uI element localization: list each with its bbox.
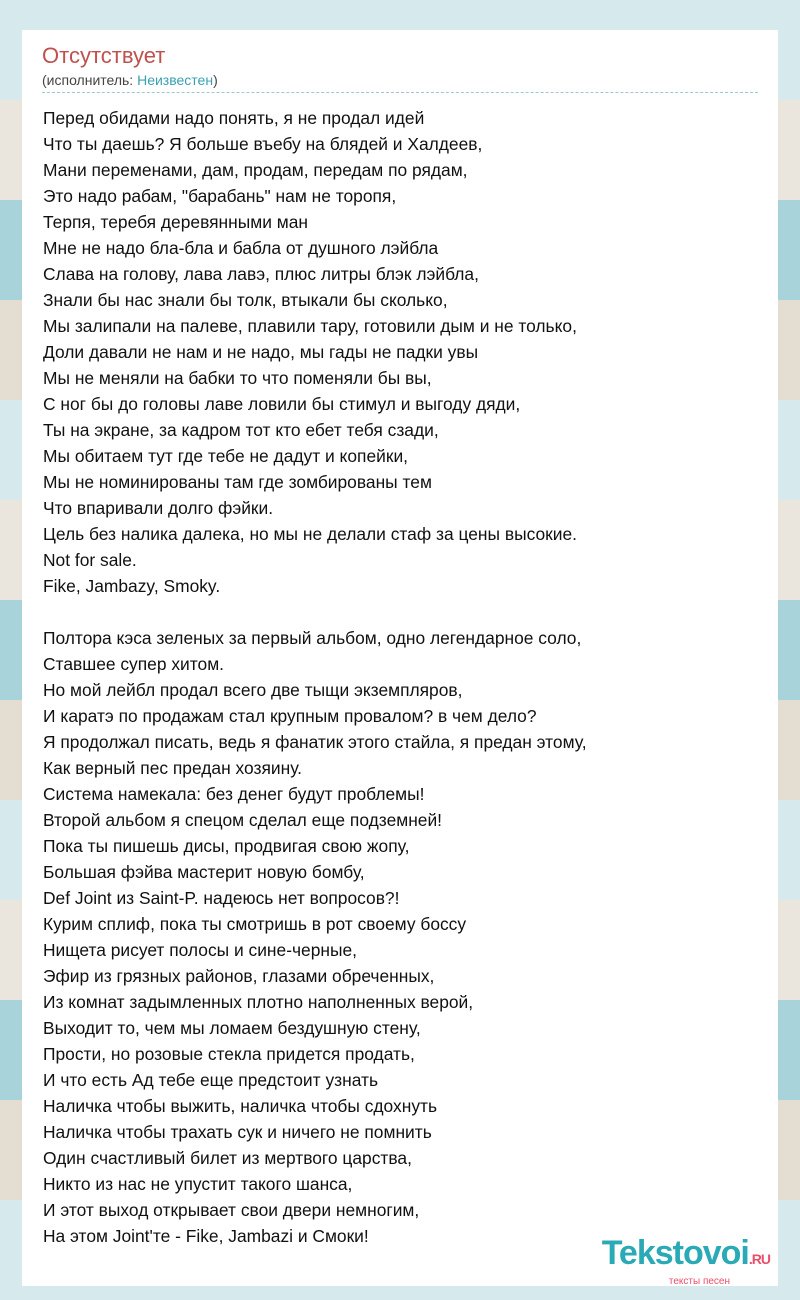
site-logo[interactable] — [602, 1236, 770, 1288]
lyric-line: Мы не номинированы там где зомбированы тем — [43, 472, 432, 492]
lyric-line: Система намекала: без денег будут проблемы! — [43, 784, 425, 804]
logo-tagline: тексты песен — [668, 1276, 730, 1287]
lyric-line: Нищета рисует полосы и сине-черные, — [43, 940, 358, 960]
lyric-line: Мы обитаем тут где тебе не дадут и копейки, — [43, 446, 408, 466]
lyric-line: Это надо рабам, "барабань" нам не торопя, — [43, 186, 397, 206]
lyric-line: Слава на голову, лава лавэ, плюс литры блэк лэйбла, — [43, 264, 479, 284]
lyric-line: Not for sale. — [43, 550, 137, 570]
lyric-line: Пока ты пишешь дисы, продвигая свою жопу, — [43, 836, 410, 856]
lyric-line: Знали бы нас знали бы толк, втыкали бы сколько, — [43, 290, 448, 310]
lyric-line: Большая фэйва мастерит новую бомбу, — [43, 862, 365, 882]
artist-line — [42, 70, 758, 90]
lyric-line: Но мой лейбл продал всего две тыщи экземпляров, — [43, 680, 463, 700]
lyrics-card — [22, 30, 778, 1286]
lyric-line: Полтора кэса зеленых за первый альбом, одно легендарное соло, — [43, 628, 582, 648]
song-title: Отсутствует — [42, 43, 166, 68]
lyric-line — [43, 599, 763, 625]
lyric-line: Мы залипали на палеве, плавили тару, готовили дым и не только, — [43, 316, 577, 336]
lyric-line: Цель без налика далека, но мы не делали стаф за цены высокие. — [43, 524, 577, 544]
lyric-line: Мне не надо бла-бла и бабла от душного лэйбла — [43, 238, 439, 258]
lyric-line: Второй альбом я спецом сделал еще подземней! — [43, 810, 443, 830]
lyric-line: Один счастливый билет из мертвого царства, — [43, 1148, 412, 1168]
artist-suffix: ) — [213, 72, 218, 88]
lyric-line: Прости, но розовые стекла придется продать, — [43, 1044, 415, 1064]
lyric-line: С ног бы до головы лаве ловили бы стимул и выгоду дяди, — [43, 394, 521, 414]
lyric-line: Ты на экране, за кадром тот кто ебет тебя сзади, — [43, 420, 439, 440]
lyric-line: И этот выход открывает свои двери немногим, — [43, 1200, 420, 1220]
lyric-line: Выходит то, чем мы ломаем бездушную стену, — [43, 1018, 421, 1038]
lyrics-text — [43, 105, 763, 1249]
artist-link[interactable]: Неизвестен — [137, 72, 214, 88]
lyric-line: Def Joint из Saint-P. надеюсь нет вопросов?! — [43, 888, 400, 908]
lyric-line: Терпя, теребя деревянными ман — [43, 212, 308, 232]
lyric-line: Что впаривали долго фэйки. — [43, 498, 274, 518]
lyric-line: Fike, Jambazy, Smoky. — [43, 576, 221, 596]
lyric-line: Ставшее супер хитом. — [43, 654, 224, 674]
logo-wordmark — [602, 1236, 770, 1276]
lyric-line: Что ты даешь? Я больше въебу на блядей и Халдеев, — [43, 134, 483, 154]
lyric-line: Наличка чтобы трахать сук и ничего не помнить — [43, 1122, 432, 1142]
artist-prefix: (исполнитель: — [42, 72, 138, 88]
lyric-line: Курим сплиф, пока ты смотришь в рот своему боссу — [43, 914, 467, 934]
logo-name: Tekstovoi — [601, 1234, 749, 1272]
lyric-line: На этом Joint'те - Fike, Jambazi и Смоки! — [43, 1226, 369, 1246]
song-header — [42, 42, 758, 90]
lyric-line: Как верный пес предан хозяину. — [43, 758, 302, 778]
header-divider — [42, 92, 758, 93]
lyric-line: Перед обидами надо понять, я не продал идей — [43, 108, 425, 128]
logo-tld: .RU — [748, 1251, 770, 1267]
lyric-line: Мы не меняли на бабки то что поменяли бы вы, — [43, 368, 432, 388]
lyric-line: И каратэ по продажам стал крупным провалом? в чем дело? — [43, 706, 537, 726]
lyric-line: Мани переменами, дам, продам, передам по рядам, — [43, 160, 468, 180]
lyric-line: И что есть Ад тебе еще предстоит узнать — [43, 1070, 379, 1090]
lyric-line: Доли давали не нам и не надо, мы гады не падки увы — [43, 342, 479, 362]
lyric-line: Я продолжал писать, ведь я фанатик этого стайла, я предан этому, — [43, 732, 587, 752]
lyric-line: Из комнат задымленных плотно наполненных верой, — [43, 992, 474, 1012]
lyric-line: Наличка чтобы выжить, наличка чтобы сдохнуть — [43, 1096, 438, 1116]
lyric-line: Эфир из грязных районов, глазами обреченных, — [43, 966, 435, 986]
lyric-line: Никто из нас не упустит такого шанса, — [43, 1174, 353, 1194]
